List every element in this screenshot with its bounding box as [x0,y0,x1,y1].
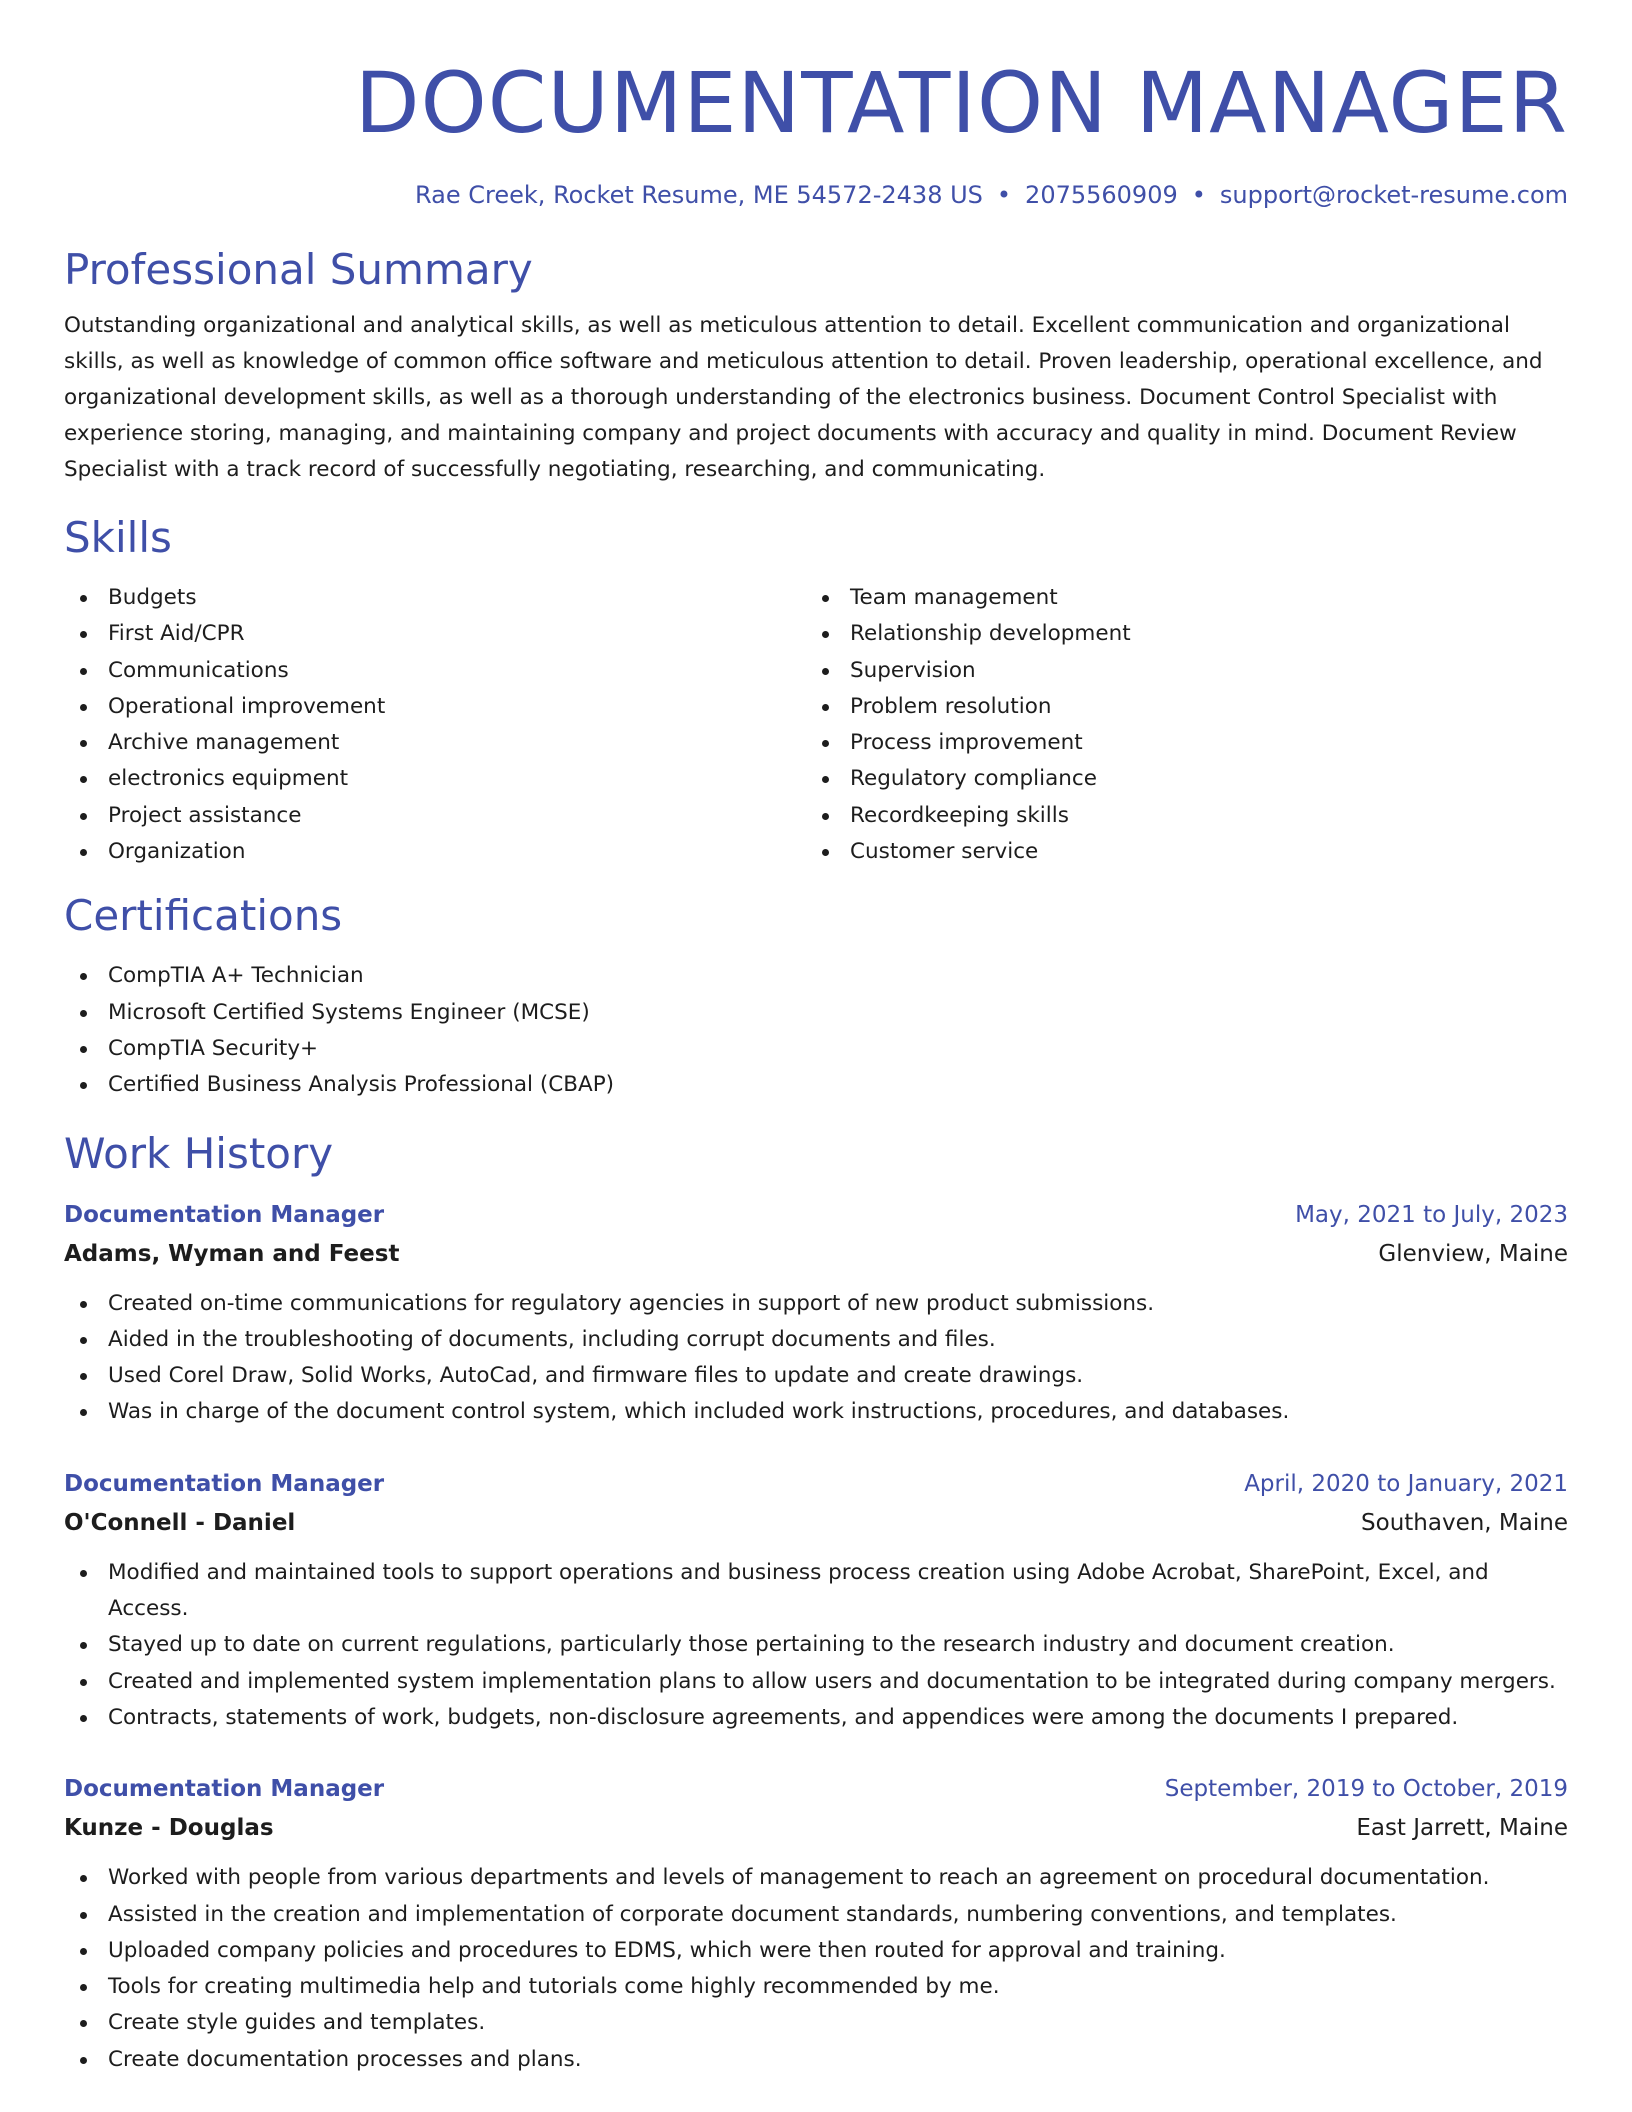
job-bullet: Uploaded company policies and procedures to EDMS, which were then routed for approval and training. [64,1933,1568,1969]
skill-item: Organization [64,834,806,870]
skill-item: Relationship development [806,616,1548,652]
job-dates: April, 2020 to January, 2021 [1244,1470,1568,1497]
job-bullet: Tools for creating multimedia help and tutorials come highly recommended by me. [64,1969,1568,2005]
job-header [64,1196,1568,1234]
job-company: Adams, Wyman and Feest [64,1240,400,1267]
summary-heading: Professional Summary [64,245,533,294]
job-title: Documentation Manager [64,1470,385,1497]
skill-item: Problem resolution [806,689,1548,725]
job-bullets [64,1286,1568,1431]
certification-item: Certified Business Analysis Professional (CBAP) [64,1067,1568,1103]
certifications-heading: Certifications [64,891,343,941]
job-bullet: Worked with people from various departments and levels of management to reach an agreement on procedural documentation. [64,1860,1568,1896]
job-bullet: Aided in the troubleshooting of documents, including corrupt documents and files. [64,1322,1568,1358]
job-title: Documentation Manager [64,1201,385,1228]
job-bullets [64,1860,1568,2078]
skill-item: Process improvement [806,725,1548,761]
certification-item: Microsoft Certified Systems Engineer (MCSE) [64,995,1568,1031]
contact-line [64,178,1568,212]
job-bullet: Was in charge of the document control system, which included work instructions, procedures, and databases. [64,1394,1568,1430]
skill-item: electronics equipment [64,761,806,797]
job-subheader [64,1234,1568,1274]
skill-item: Team management [806,580,1548,616]
contact-email: support@rocket-resume.com [1219,181,1568,209]
skill-item: Budgets [64,580,806,616]
job-bullet: Created and implemented system implementation plans to allow users and documentation to be integrated during company mergers. [64,1664,1568,1700]
contact-separator: • [996,181,1012,209]
job-header [64,1770,1568,1808]
skills-section [64,510,1568,870]
job-company: Kunze - Douglas [64,1815,274,1842]
skill-item: Customer service [806,834,1548,870]
job-dates: May, 2021 to July, 2023 [1295,1201,1568,1228]
job-bullet: Modified and maintained tools to support operations and business process creation using Adobe Acrobat, SharePoint, Excel, and Access. [64,1555,1568,1628]
job-header [64,1465,1568,1503]
work-history-heading: Work History [64,1128,334,1178]
job-location: East Jarrett, Maine [1356,1815,1568,1842]
skill-item: Recordkeeping skills [806,798,1548,834]
skills-list-right [806,580,1548,870]
skill-item: Project assistance [64,798,806,834]
certifications-list [64,958,1568,1103]
job-bullet: Create documentation processes and plans. [64,2042,1568,2078]
resume-name: DOCUMENTATION MANAGER [354,54,1568,152]
job-entry [64,1465,1568,1736]
skills-list-left [64,580,806,870]
certifications-section [64,888,1568,1103]
job-dates: September, 2019 to October, 2019 [1164,1776,1568,1803]
skills-heading: Skills [64,513,172,562]
job-bullet: Contracts, statements of work, budgets, non-disclosure agreements, and appendices were among the documents I prepared. [64,1700,1568,1736]
skill-item: First Aid/CPR [64,616,806,652]
skills-grid [64,580,1568,870]
job-entry [64,1770,1568,2078]
job-title: Documentation Manager [64,1776,385,1803]
contact-address: Rae Creek, Rocket Resume, ME 54572-2438 US [415,181,983,209]
job-subheader [64,1503,1568,1543]
job-bullet: Used Corel Draw, Solid Works, AutoCad, and firmware files to update and create drawings. [64,1358,1568,1394]
job-bullet: Create style guides and templates. [64,2005,1568,2041]
skill-item: Communications [64,653,806,689]
job-bullet: Assisted in the creation and implementation of corporate document standards, numbering conventions, and templates. [64,1897,1568,1933]
summary-text: Outstanding organizational and analytical skills, as well as meticulous attention to detail. Excellent communication and organizational skills, as well as knowledge of common office software and meticulous attention to detail. Proven leadership, operational excellence, and organizational development skills, as well as a thorough understanding of the electronics business. Document Control Specialist with experience storing, managing, and maintaining company and project documents with accuracy and quality in mind. Document Review Specialist with a track record of successfully negotiating, researching, and communicating. [64,313,1543,482]
skill-item: Supervision [806,653,1548,689]
skill-item: Archive management [64,725,806,761]
job-company: O'Connell - Daniel [64,1509,296,1536]
contact-separator: • [1191,181,1206,209]
certification-item: CompTIA A+ Technician [64,958,1568,994]
job-bullet: Stayed up to date on current regulations, particularly those pertaining to the research industry and document creation. [64,1627,1568,1663]
summary-section [64,242,1568,488]
skill-item: Operational improvement [64,689,806,725]
job-entry [64,1196,1568,1431]
job-bullets [64,1555,1568,1736]
job-subheader [64,1808,1568,1848]
contact-phone: 2075560909 [1025,181,1178,209]
job-location: Glenview, Maine [1378,1240,1568,1267]
work-history-section [64,1126,1568,2078]
job-location: Southaven, Maine [1361,1509,1568,1536]
skill-item: Regulatory compliance [806,761,1548,797]
job-bullet: Created on-time communications for regulatory agencies in support of new product submissions. [64,1286,1568,1322]
certification-item: CompTIA Security+ [64,1031,1568,1067]
